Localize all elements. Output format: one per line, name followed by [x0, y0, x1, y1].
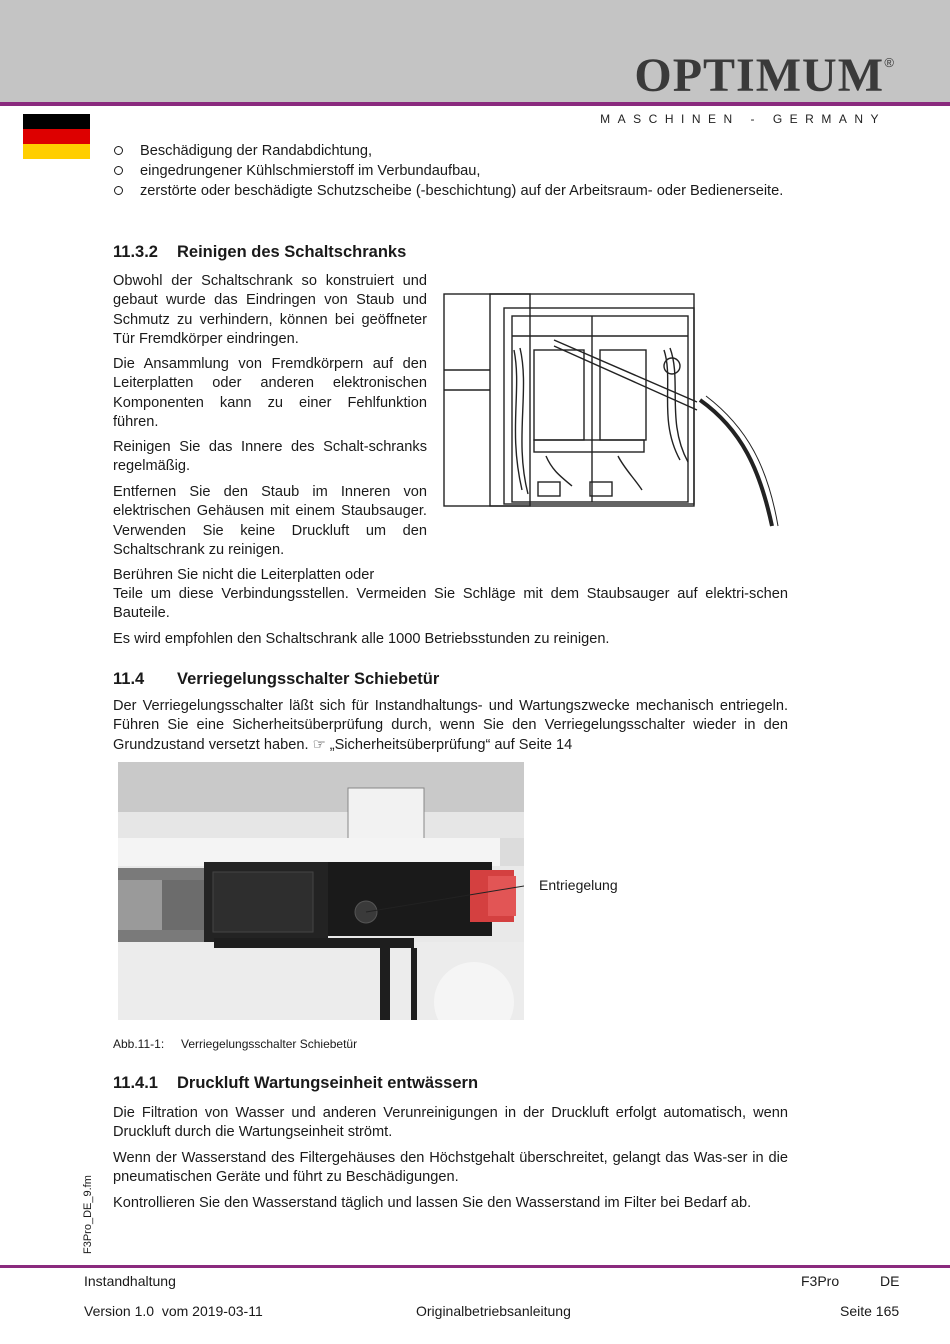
list-item: zerstörte oder beschädigte Schutzscheibe (-beschichtung) auf der Arbeitsraum- oder Bedienerseite. — [113, 181, 788, 201]
paragraph: Teile um diese Verbindungsstellen. Vermeiden Sie Schläge mit dem Staubsauger auf elektri-schen Bauteile. — [113, 586, 788, 622]
paragraph: Obwohl der Schaltschrank so konstruiert und gebaut wurde das Eindringen von Staub und Schmutz zu verhindern, können bei geöffneter Tür Fremdkörper eindringen. — [113, 273, 427, 348]
bullet-icon — [114, 186, 123, 195]
interlock-switch-photo — [118, 762, 524, 1020]
paragraph: Entfernen Sie den Staub im Inneren von elektrischen Gehäusen mit einem Staubsauger. Verwenden Sie keine Druckluft um den Schaltschrank zu reinigen. — [113, 484, 427, 559]
release-callout-label: Entriegelung — [539, 877, 618, 893]
footer-rule — [0, 1265, 950, 1268]
paragraph: Die Ansammlung von Fremdkörpern auf den Leiterplatten oder anderen elektronischen Komponenten kann zu einer Fehlfunktion führen. — [113, 356, 427, 431]
brand-tagline: MASCHINEN - GERMANY — [600, 112, 886, 126]
paragraph: Es wird empfohlen den Schaltschrank alle 1000 Betriebsstunden zu reinigen. — [113, 631, 610, 647]
paragraph: Berühren Sie nicht die Leiterplatten oder — [113, 567, 375, 583]
section-heading-11-4: 11.4 Verriegelungsschalter Schiebetür — [113, 670, 440, 688]
footer-model: F3Pro — [801, 1273, 840, 1289]
damage-list — [113, 141, 788, 201]
cross-reference-link[interactable]: ☞ „Sicherheitsüberprüfung“ auf Seite 14 — [312, 736, 573, 753]
paragraph: Reinigen Sie das Innere des Schalt-schranks regelmäßig. — [113, 439, 427, 475]
list-item: eingedrungener Kühlschmierstoff im Verbundaufbau, — [113, 161, 788, 181]
section-heading-11-3-2: 11.3.2 Reinigen des Schaltschranks — [113, 243, 407, 261]
footer-document: Originalbetriebsanleitung — [416, 1303, 571, 1319]
bullet-icon — [114, 146, 123, 155]
file-label: F3Pro_DE_9.fm — [82, 1175, 94, 1254]
brand-logo: OPTIMUM — [634, 49, 884, 102]
footer-version: Version 1.0 vom 2019-03-11 — [84, 1303, 263, 1319]
bullet-icon — [114, 166, 123, 175]
control-cabinet-illustration — [442, 290, 782, 540]
footer-language: DE — [880, 1273, 900, 1289]
german-flag-icon — [23, 114, 90, 159]
paragraph: Kontrollieren Sie den Wasserstand täglich und lassen Sie den Wasserstand im Filter bei Bedarf ab. — [113, 1195, 752, 1211]
brand-logo-mark: ® — [884, 55, 894, 70]
figure-caption: Abb.11-1: Verriegelungsschalter Schiebetür — [113, 1037, 358, 1051]
list-item: Beschädigung der Randabdichtung, — [113, 141, 788, 161]
paragraph: Wenn der Wasserstand des Filtergehäuses den Höchstgehalt überschreitet, gelangt das Was-ser in die pneumatischen Geräte und führt zu Beschädigungen. — [113, 1150, 788, 1186]
footer-chapter: Instandhaltung — [84, 1273, 176, 1289]
footer-page-number: Seite 165 — [840, 1303, 900, 1319]
paragraph: Die Filtration von Wasser und anderen Verunreinigungen in der Druckluft erfolgt automatisch, wenn Druckluft durch die Wartungseinheit strömt. — [113, 1105, 788, 1141]
section-heading-11-4-1: 11.4.1 Druckluft Wartungseinheit entwässern — [113, 1074, 479, 1092]
paragraph: Der Verriegelungsschalter läßt sich für Instandhaltungs- und Wartungszwecke mechanisch entriegeln. Führen Sie eine Sicherheitsüberprüfung durch, wenn Sie den Verriegelungsschalter wieder in den Grundzustand versetzt haben. ☞ „Sicherheitsüberprüfung“ auf Seite 14 — [113, 698, 788, 753]
header-rule — [0, 102, 950, 106]
